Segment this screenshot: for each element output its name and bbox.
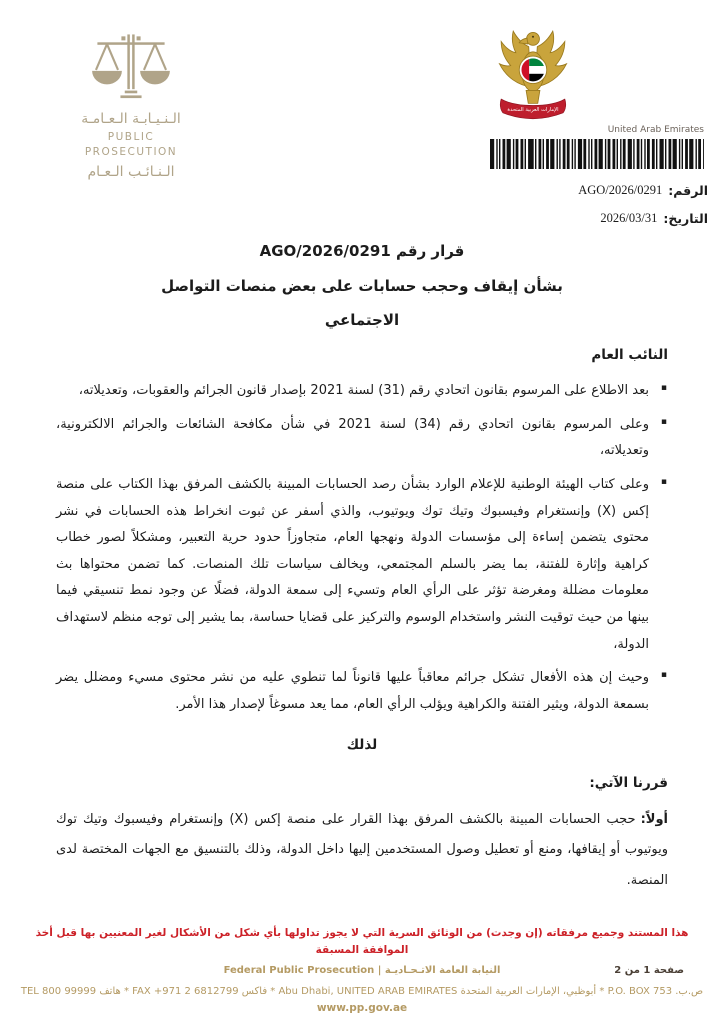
preamble-item [56,412,668,465]
uae-emblem-icon [490,26,576,124]
date-label: التاريخ: [663,211,708,226]
decision-title [0,234,724,338]
preamble-item-text: وعلى كتاب الهيئة الوطنية للإعلام الوارد بشأن رصد الحسابات المبينة بالكشف المرفق بهذا الكتاب على منصة إكس (X) وإنستغرام وفيسبوك وتيك توك ويوتيوب، والذي أسفر عن ثبوت انخراط هذه الحسابات في نشر محتوى يتضمن إساءة إلى مؤسسات الدولة ونهجها العام، متجاوزاً حدود حرية التعبير، ومشكلاً لصور خطاب كراهية وإثارة للفتنة، بما يضر بالسلم المجتمعي، ويخالف سياسات تلك المنصات. كما تضمن محتواها بث معلومات مضللة ومغرضة تؤثر على الرأي العام وتسيء إلى سمعة الدولة، فضلًا عن وجود نمط تنسيقي فيما بينها من حيث توقيت النشر واستخدام الوسوم والتركيز على قضايا حساسة، بما يشير إلى توجه منظم لاستهداف الدولة، [56,476,649,652]
logo-text-english: PUBLIC PROSECUTION [84,130,178,159]
decision-first-text: حجب الحسابات المبينة بالكشف المرفق بهذا القرار على منصة إكس (X) وإنستغرام وفيسبوك وتيك توك ويوتيوب أو إيقافها، ومنع أو تعطيل وصول المستخدمين إليها داخل الدولة، وذلك بالتنسيق مع الجهات المختصة لدى المنصة. [56,811,668,888]
salutation-attorney-general: النائب العام [591,347,668,363]
date-row [490,211,708,226]
decision-title-line3: الاجتماعي [324,311,400,329]
preamble-item [56,472,668,658]
reference-number-value: AGO/2026/0291 [578,183,663,197]
decision-heading: قررنا الآتي: [589,774,668,791]
header-right-block [490,26,708,226]
document-body [56,347,668,896]
emblem-caption: United Arab Emirates [607,125,704,135]
decision-first-article [56,805,668,897]
decision-title-line2: بشأن إيقاف وحجب حسابات على بعض منصات التواصل [161,276,563,295]
emblem-banner-text: الإمارات العربية المتحدة [507,107,559,114]
barcode [490,139,708,169]
preamble-item [56,378,668,405]
confidentiality-notice: هذا المستند وجميع مرفقاته (إن وجدت) من الوثائق السرية التي لا يجوز تداولها بأي شكل من الأشكال لغير المعنيين بها قبل أخذ الموافقة المسبقة [35,927,689,957]
organization-line: النيابة العامة الاتـحـاديـة | Federal Public Prosecution [223,965,501,976]
website-url: www.pp.gov.ae [316,1002,408,1014]
logo-text-arabic-top: الـنـيـابـة الـعـامـة [81,111,181,127]
decision-first-label: أولاً: [640,811,668,827]
preamble-item-text: وعلى المرسوم بقانون اتحادي رقم (34) لسنة 2021 في شأن مكافحة الشائعات والجرائم الالكترونية، وتعديلاته، [56,416,649,459]
document-footer [0,925,724,1014]
decision-title-line1: قرار رقم AGO/2026/0291 [259,242,465,260]
public-prosecution-logo [66,34,196,183]
preamble-item [56,665,668,718]
preamble-item-text: بعد الاطلاع على المرسوم بقانون اتحادي رقم (31) لسنة 2021 بإصدار قانون الجرائم والعقوبات، وتعديلاته، [78,383,649,398]
contact-info-line: ص.ب. P.O. BOX 753 * أبوظبي، الإمارات العربية المتحدة Abu Dhabi, UNITED ARAB EMIRATES * فاكس FAX +971 2 6812799 * هاتف TEL 800 99999 [20,986,704,997]
therefore-heading: لذلك [346,736,378,753]
logo-text-arabic-bottom: الـنـائـب الـعـام [87,164,175,181]
preamble-item-text: وحيث إن هذه الأفعال تشكل جرائم معاقباً عليها قانوناً لما تنطوي عليه من نشر محتوى مسيء ومضلل يضر بسمعة الدولة، ويثير الفتنة والكراهية ويؤلب الرأي العام، مما يعد مسوغاً لإصدار هذا الأمر. [56,670,649,713]
reference-number-label: الرقم: [668,183,708,198]
reference-number-row [490,183,708,198]
page-number: صفحة 1 من 2 [614,965,684,976]
date-value: 2026/03/31 [600,211,658,225]
scales-of-justice-icon [83,34,179,104]
preamble-list [56,378,668,719]
